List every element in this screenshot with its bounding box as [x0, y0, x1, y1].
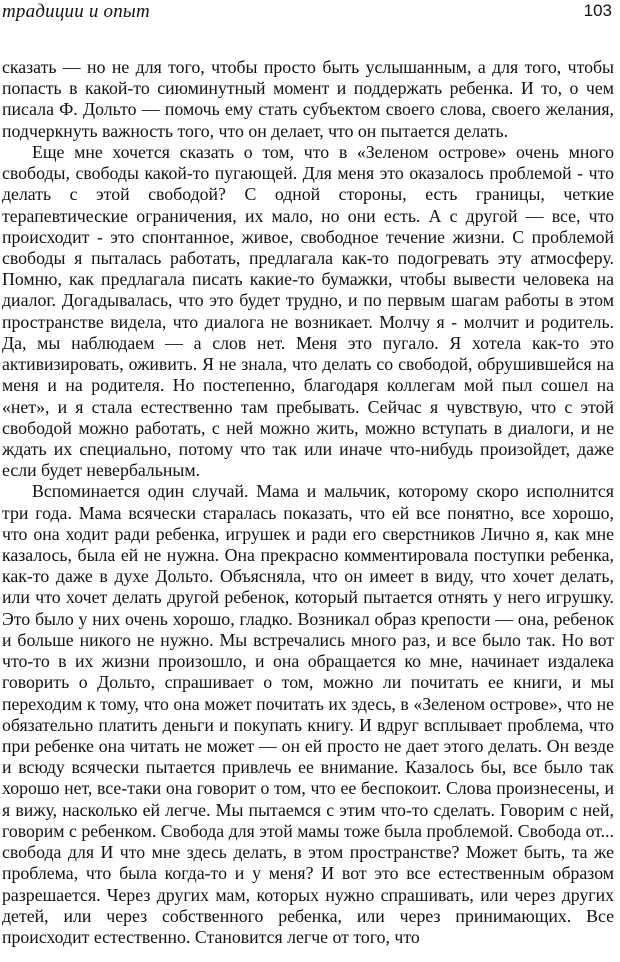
paragraph-continued: сказать — но не для того, чтобы просто быть услышанным, а для того, чтобы попасть в какой-то сиюминутный момент и поддержать ребенка. И то, о чем писала Ф. Дольто — помочь ему стать субъектом своего слова, своего желания, подчеркнуть важность того, что он делает, что он пытается делать. — [2, 57, 614, 141]
paragraph-freedom: Еще мне хочется сказать о том, что в «Зеленом острове» очень много свободы, свободы какой-то пугающей. Для меня это оказалось проблемой - что делать с этой свободой? С одной стороны, есть границы, четкие терапевтические ограничения, их мало, но они есть. А с другой — все, что происходит - это спонтанное, живое, свободное течение жизни. С проблемой свободы я пыталась работать, предлагала как-то подогревать эту атмосферу. Помню, как предлагала писать какие-то бумажки, чтобы вывести человека на диалог. Догадывалась, что это будет трудно, и по первым шагам работы в этом пространстве видела, что диалога не возникает. Молчу я - молчит и родитель. Да, мы наблюдаем — а слов нет. Меня это пугало. Я хотела как-то это активизировать, оживить. Я не знала, что делать со свободой, обрушившейся на меня и на родителя. Но постепенно, благодаря коллегам мой пыл сошел на «нет», и я стала естественно там пребывать. Сейчас я чувствую, что с этой свободой можно работать, с ней можно жить, можно вступать в диалоги, и не ждать их специально, потому что так или иначе что-нибудь произойдет, даже если будет невербальным. — [2, 141, 614, 481]
paragraph-case: Вспоминается один случай. Мама и мальчик, которому скоро исполнится три года. Мама всячески старалась показать, что ей все понятно, все хорошо, что она ходит ради ребенка, игрушек и ради его сверстников Лично я, как мне казалось, была ей не нужна. Она прекрасно комментировала поступки ребенка, как-то даже в духе Дольто. Объясняла, что он имеет в виду, что хочет делать, или что хочет делать другой ребенок, который пытается отнять у него игрушку. Это было у них очень хорошо, гладко. Возникал образ крепости — она, ребенок и больше никого не нужно. Мы встречались много раз, и все было так. Но вот что-то в их жизни произошло, и она обращается ко мне, начинает издалека говорить о Дольто, спрашивает о том, можно ли почитать ее книги, и мы переходим к тому, что она может почитать их здесь, в «Зеленом острове», что не обязательно платить деньги и покупать книгу. И вдруг всплывает проблема, что при ребенке она читать не может — он ей просто не дает этого делать. Он везде и всюду всячески пытается привлечь ее внимание. Казалось бы, все было так хорошо нет, все-таки она говорит о том, что ее беспокоит. Слова произнесены, и я вижу, насколько ей легче. Мы пытаемся с этим что-то сделать. Говорим с ней, говорим с ребенком. Свобода для этой мамы тоже была проблемой. Свобода от... свобода для И что мне здесь делать, в этом пространстве? Может быть, та же проблема, что была когда-то и у меня? И вот это все естественным образом разрешается. Через других мам, которых нужно спрашивать, или через других детей, или через собственного ребенка, или через принимающих. Все происходит естественно. Становится легче от того, что — [2, 481, 614, 947]
running-header-title: традиции и опыт — [2, 1, 150, 22]
page-number: 103 — [583, 1, 612, 20]
body-text — [2, 57, 614, 948]
running-header — [2, 0, 616, 24]
